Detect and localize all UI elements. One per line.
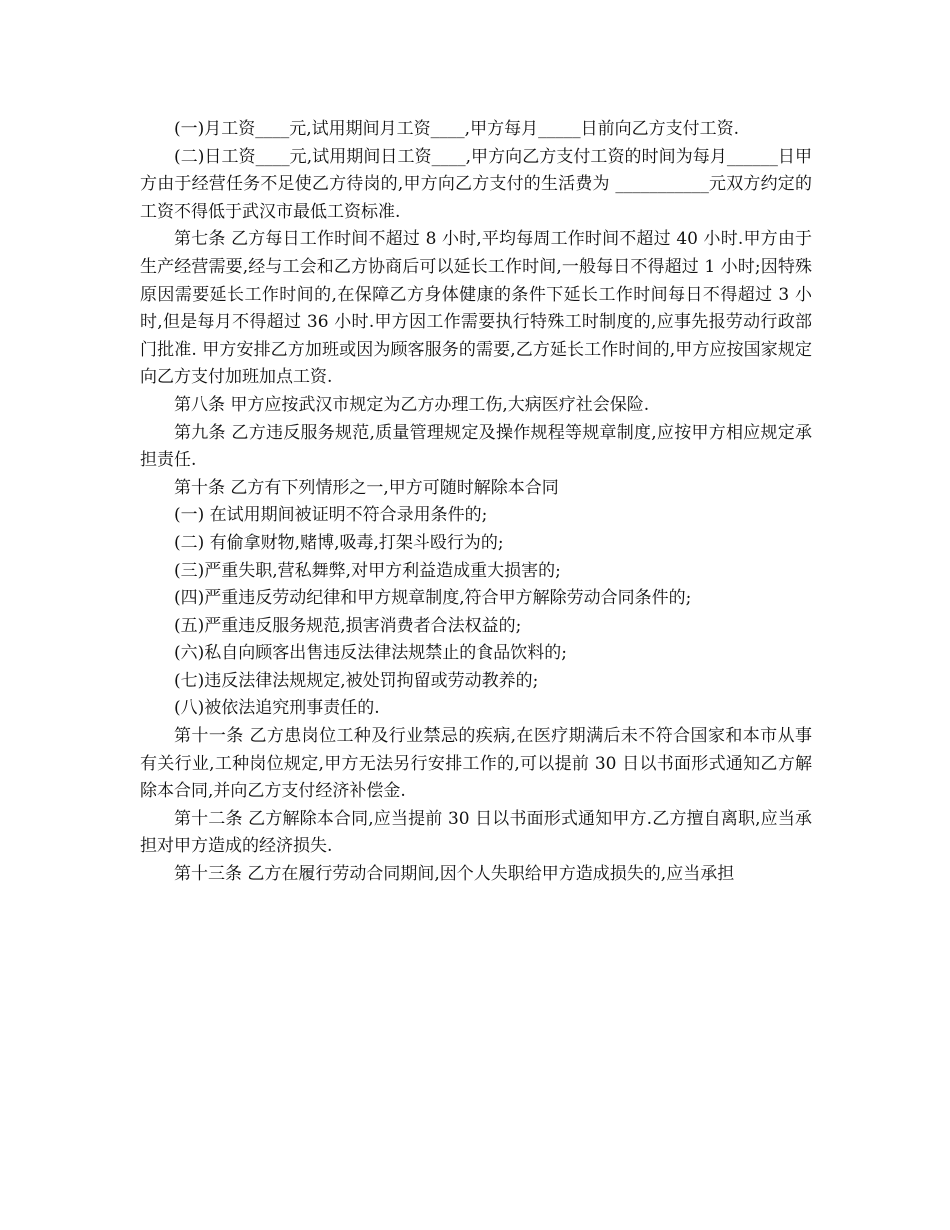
list-item: (八)被依法追究刑事责任的. bbox=[174, 698, 380, 719]
list-item: (二) 有偷拿财物,赌博,吸毒,打架斗殴行为的; bbox=[174, 532, 504, 553]
paragraph-article-10: 第十条 乙方有下列情形之一,甲方可随时解除本合同 bbox=[174, 477, 559, 498]
list-item: (三)严重失职,营私舞弊,对甲方利益造成重大损害的; bbox=[174, 560, 561, 581]
list-item: (一) 在试用期间被证明不符合录用条件的; bbox=[174, 505, 488, 526]
paragraph-monthly-wage: (一)月工资____元,试用期间月工资____,甲方每月_____日前向乙方支付工资. bbox=[174, 119, 739, 139]
paragraph-daily-wage: (二)日工资____元,试用期间日工资____,甲方向乙方支付工资的时间为每月______日甲方由于经营任务不足使乙方待岗的,甲方向乙方支付的生活费为 ___________元双方约定的工资不得低于武汉市最低工资标准. bbox=[140, 146, 812, 222]
document-body bbox=[140, 116, 812, 889]
list-item: (七)违反法律法规规定,被处罚拘留或劳动教养的; bbox=[174, 670, 539, 691]
list-item: (四)严重违反劳动纪律和甲方规章制度,符合甲方解除劳动合同条件的; bbox=[174, 588, 692, 609]
list-item: (五)严重违反服务规范,损害消费者合法权益的; bbox=[174, 615, 522, 636]
paragraph-article-11: 第十一条 乙方患岗位工种及行业禁忌的疾病,在医疗期满后未不符合国家和本市从事有关行业,工种岗位规定,甲方无法另行安排工作的,可以提前 30 日以书面形式通知乙方解除本合同,并向乙方支付经济补偿金. bbox=[140, 726, 812, 802]
paragraph-article-12: 第十二条 乙方解除本合同,应当提前 30 日以书面形式通知甲方.乙方擅自离职,应当承担对甲方造成的经济损失. bbox=[140, 808, 812, 857]
paragraph-article-9: 第九条 乙方违反服务规范,质量管理规定及操作规程等规章制度,应按甲方相应规定承担责任. bbox=[140, 422, 812, 471]
paragraph-article-7: 第七条 乙方每日工作时间不超过 8 小时,平均每周工作时间不超过 40 小时.甲方由于生产经营需要,经与工会和乙方协商后可以延长工作时间,一般每日不得超过 1 小时;因特殊原因需要延长工作时间的,在保障乙方身体健康的条件下延长工作时间每日不得超过 3 小时,但是每月不得超过 36 小时.甲方因工作需要执行特殊工时制度的,应事先报劳动行政部门批准. 甲方安排乙方加班或因为顾客服务的需要,乙方延长工作时间的,甲方应按国家规定向乙方支付加班加点工资. bbox=[140, 229, 812, 388]
paragraph-article-13: 第十三条 乙方在履行劳动合同期间,因个人失职给甲方造成损失的,应当承担 bbox=[174, 864, 735, 885]
list-item: (六)私自向顾客出售违反法律法规禁止的食品饮料的; bbox=[174, 643, 567, 664]
paragraph-article-8: 第八条 甲方应按武汉市规定为乙方办理工伤,大病医疗社会保险. bbox=[174, 394, 650, 415]
